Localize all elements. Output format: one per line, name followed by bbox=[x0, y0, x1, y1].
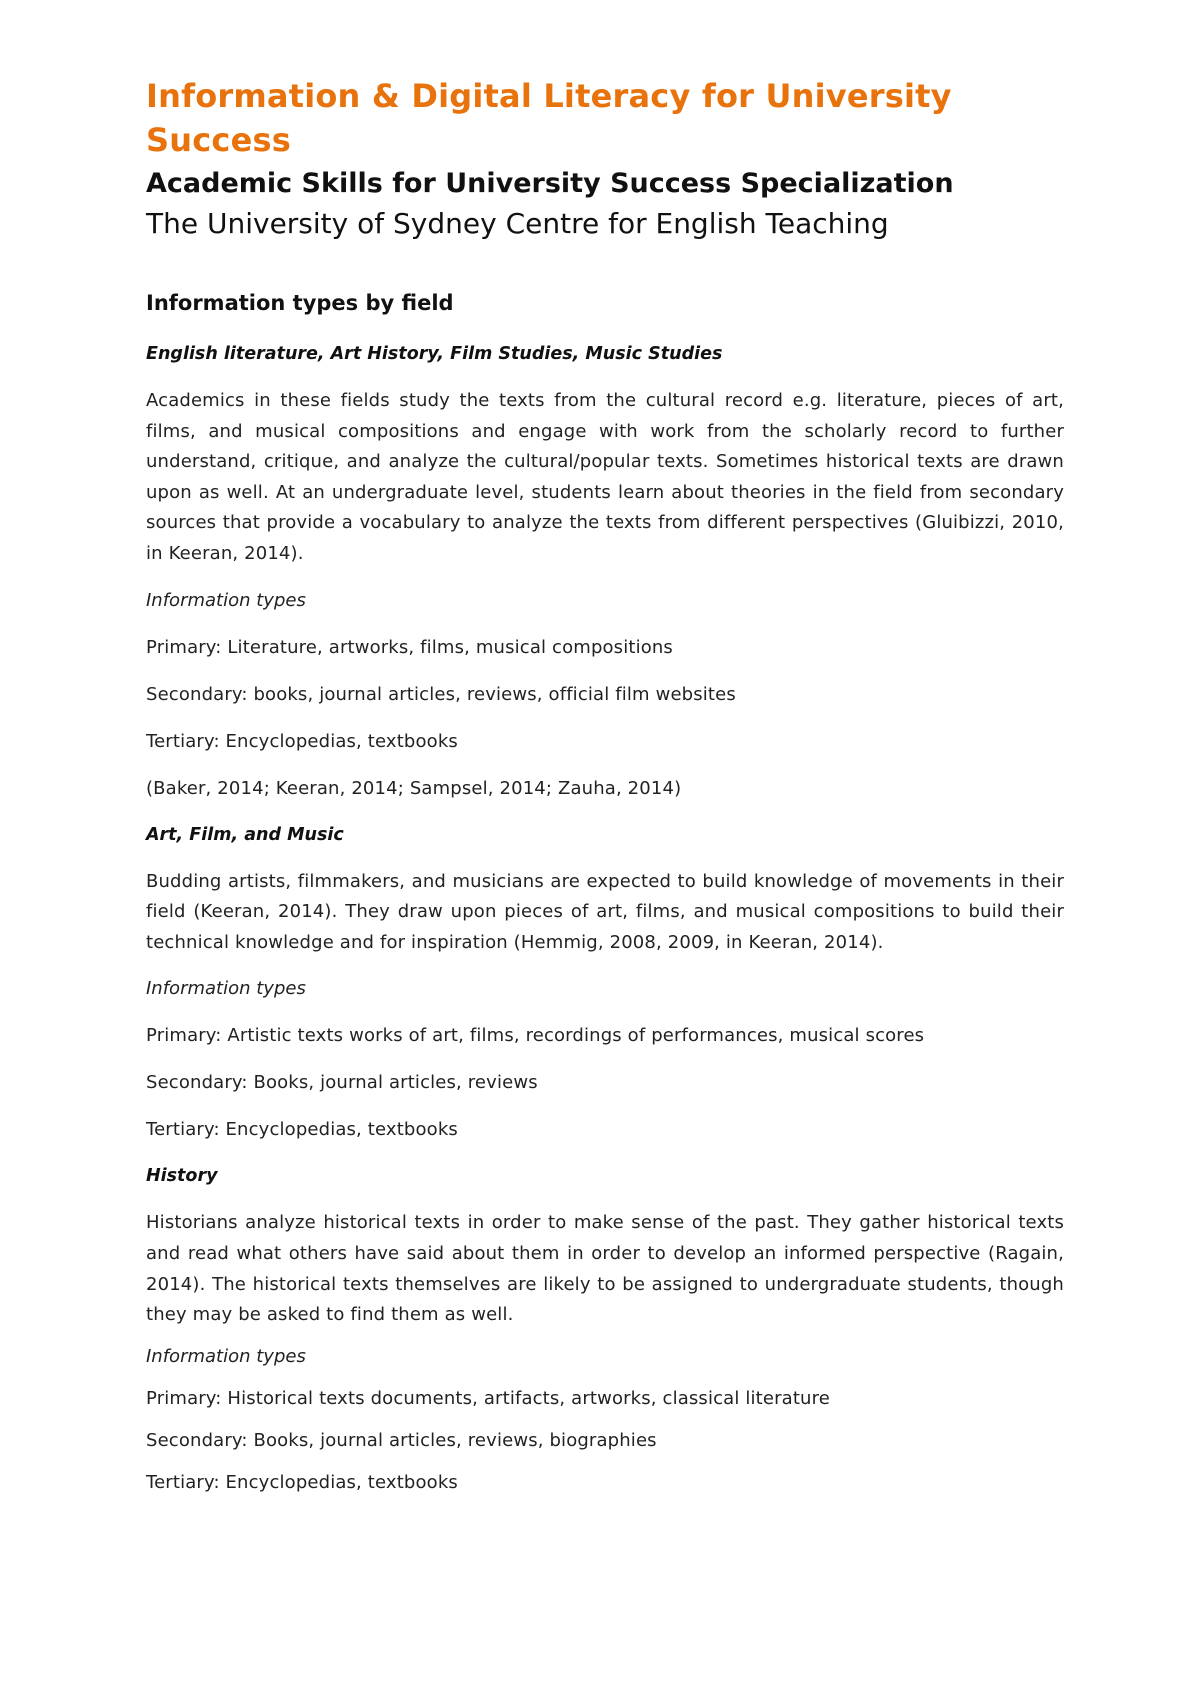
document-subtitle: Academic Skills for University Success Specialization bbox=[146, 168, 954, 199]
primary-sources: Primary: Literature, artworks, films, musical compositions bbox=[146, 636, 673, 658]
citation-line: (Baker, 2014; Keeran, 2014; Sampsel, 2014; Zauha, 2014) bbox=[146, 777, 682, 799]
field-paragraph: Historians analyze historical texts in order to make sense of the past. They gather historical texts and read what others have said about them in order to develop an informed perspective (Ragain, 2014). The historical texts themselves are likely to be assigned to undergraduate students, though they may be asked to find them as well. bbox=[146, 1212, 1064, 1326]
secondary-sources: Secondary: Books, journal articles, reviews, biographies bbox=[146, 1429, 657, 1451]
field-section-literature bbox=[146, 342, 1064, 802]
field-heading: English literature, Art History, Film Studies, Music Studies bbox=[146, 344, 723, 364]
field-paragraph: Budding artists, filmmakers, and musicians are expected to build knowledge of movements in their field (Keeran, 2014). They draw upon pieces of art, films, and musical compositions to build their technical knowledge and for inspiration (Hemmig, 2008, 2009, in Keeran, 2014). bbox=[146, 870, 1064, 953]
information-types-label: Information types bbox=[146, 589, 306, 611]
organization-name: The University of Sydney Centre for English Teaching bbox=[146, 207, 889, 240]
field-paragraph: Academics in these fields study the texts from the cultural record e.g. literature, pieces of art, films, and musical compositions and engage with work from the scholarly record to further understand, critique, and analyze the cultural/popular texts. Sometimes historical texts are drawn upon as well. At an undergraduate level, students learn about theories in the field from secondary sources that provide a vocabulary to analyze the texts from different perspectives (Gluibizzi, 2010, in Keeran, 2014). bbox=[146, 390, 1064, 564]
section-heading: Information types by field bbox=[146, 291, 454, 315]
field-section-art-film-music bbox=[146, 823, 1064, 1144]
field-section-history bbox=[146, 1164, 1064, 1495]
primary-sources: Primary: Artistic texts works of art, films, recordings of performances, musical scores bbox=[146, 1025, 925, 1047]
secondary-sources: Secondary: books, journal articles, reviews, official film websites bbox=[146, 683, 736, 705]
document-content bbox=[146, 74, 1064, 1496]
primary-sources: Primary: Historical texts documents, artifacts, artworks, classical literature bbox=[146, 1387, 830, 1409]
secondary-sources: Secondary: Books, journal articles, reviews bbox=[146, 1072, 538, 1094]
field-heading: Art, Film, and Music bbox=[146, 824, 344, 845]
information-types-label: Information types bbox=[146, 978, 306, 1000]
tertiary-sources: Tertiary: Encyclopedias, textbooks bbox=[146, 730, 458, 752]
document-title: Information & Digital Literacy for University Success bbox=[146, 77, 952, 159]
field-heading: History bbox=[146, 1166, 218, 1187]
tertiary-sources: Tertiary: Encyclopedias, textbooks bbox=[146, 1119, 458, 1141]
information-types-label: Information types bbox=[146, 1345, 306, 1367]
tertiary-sources: Tertiary: Encyclopedias, textbooks bbox=[146, 1471, 458, 1493]
